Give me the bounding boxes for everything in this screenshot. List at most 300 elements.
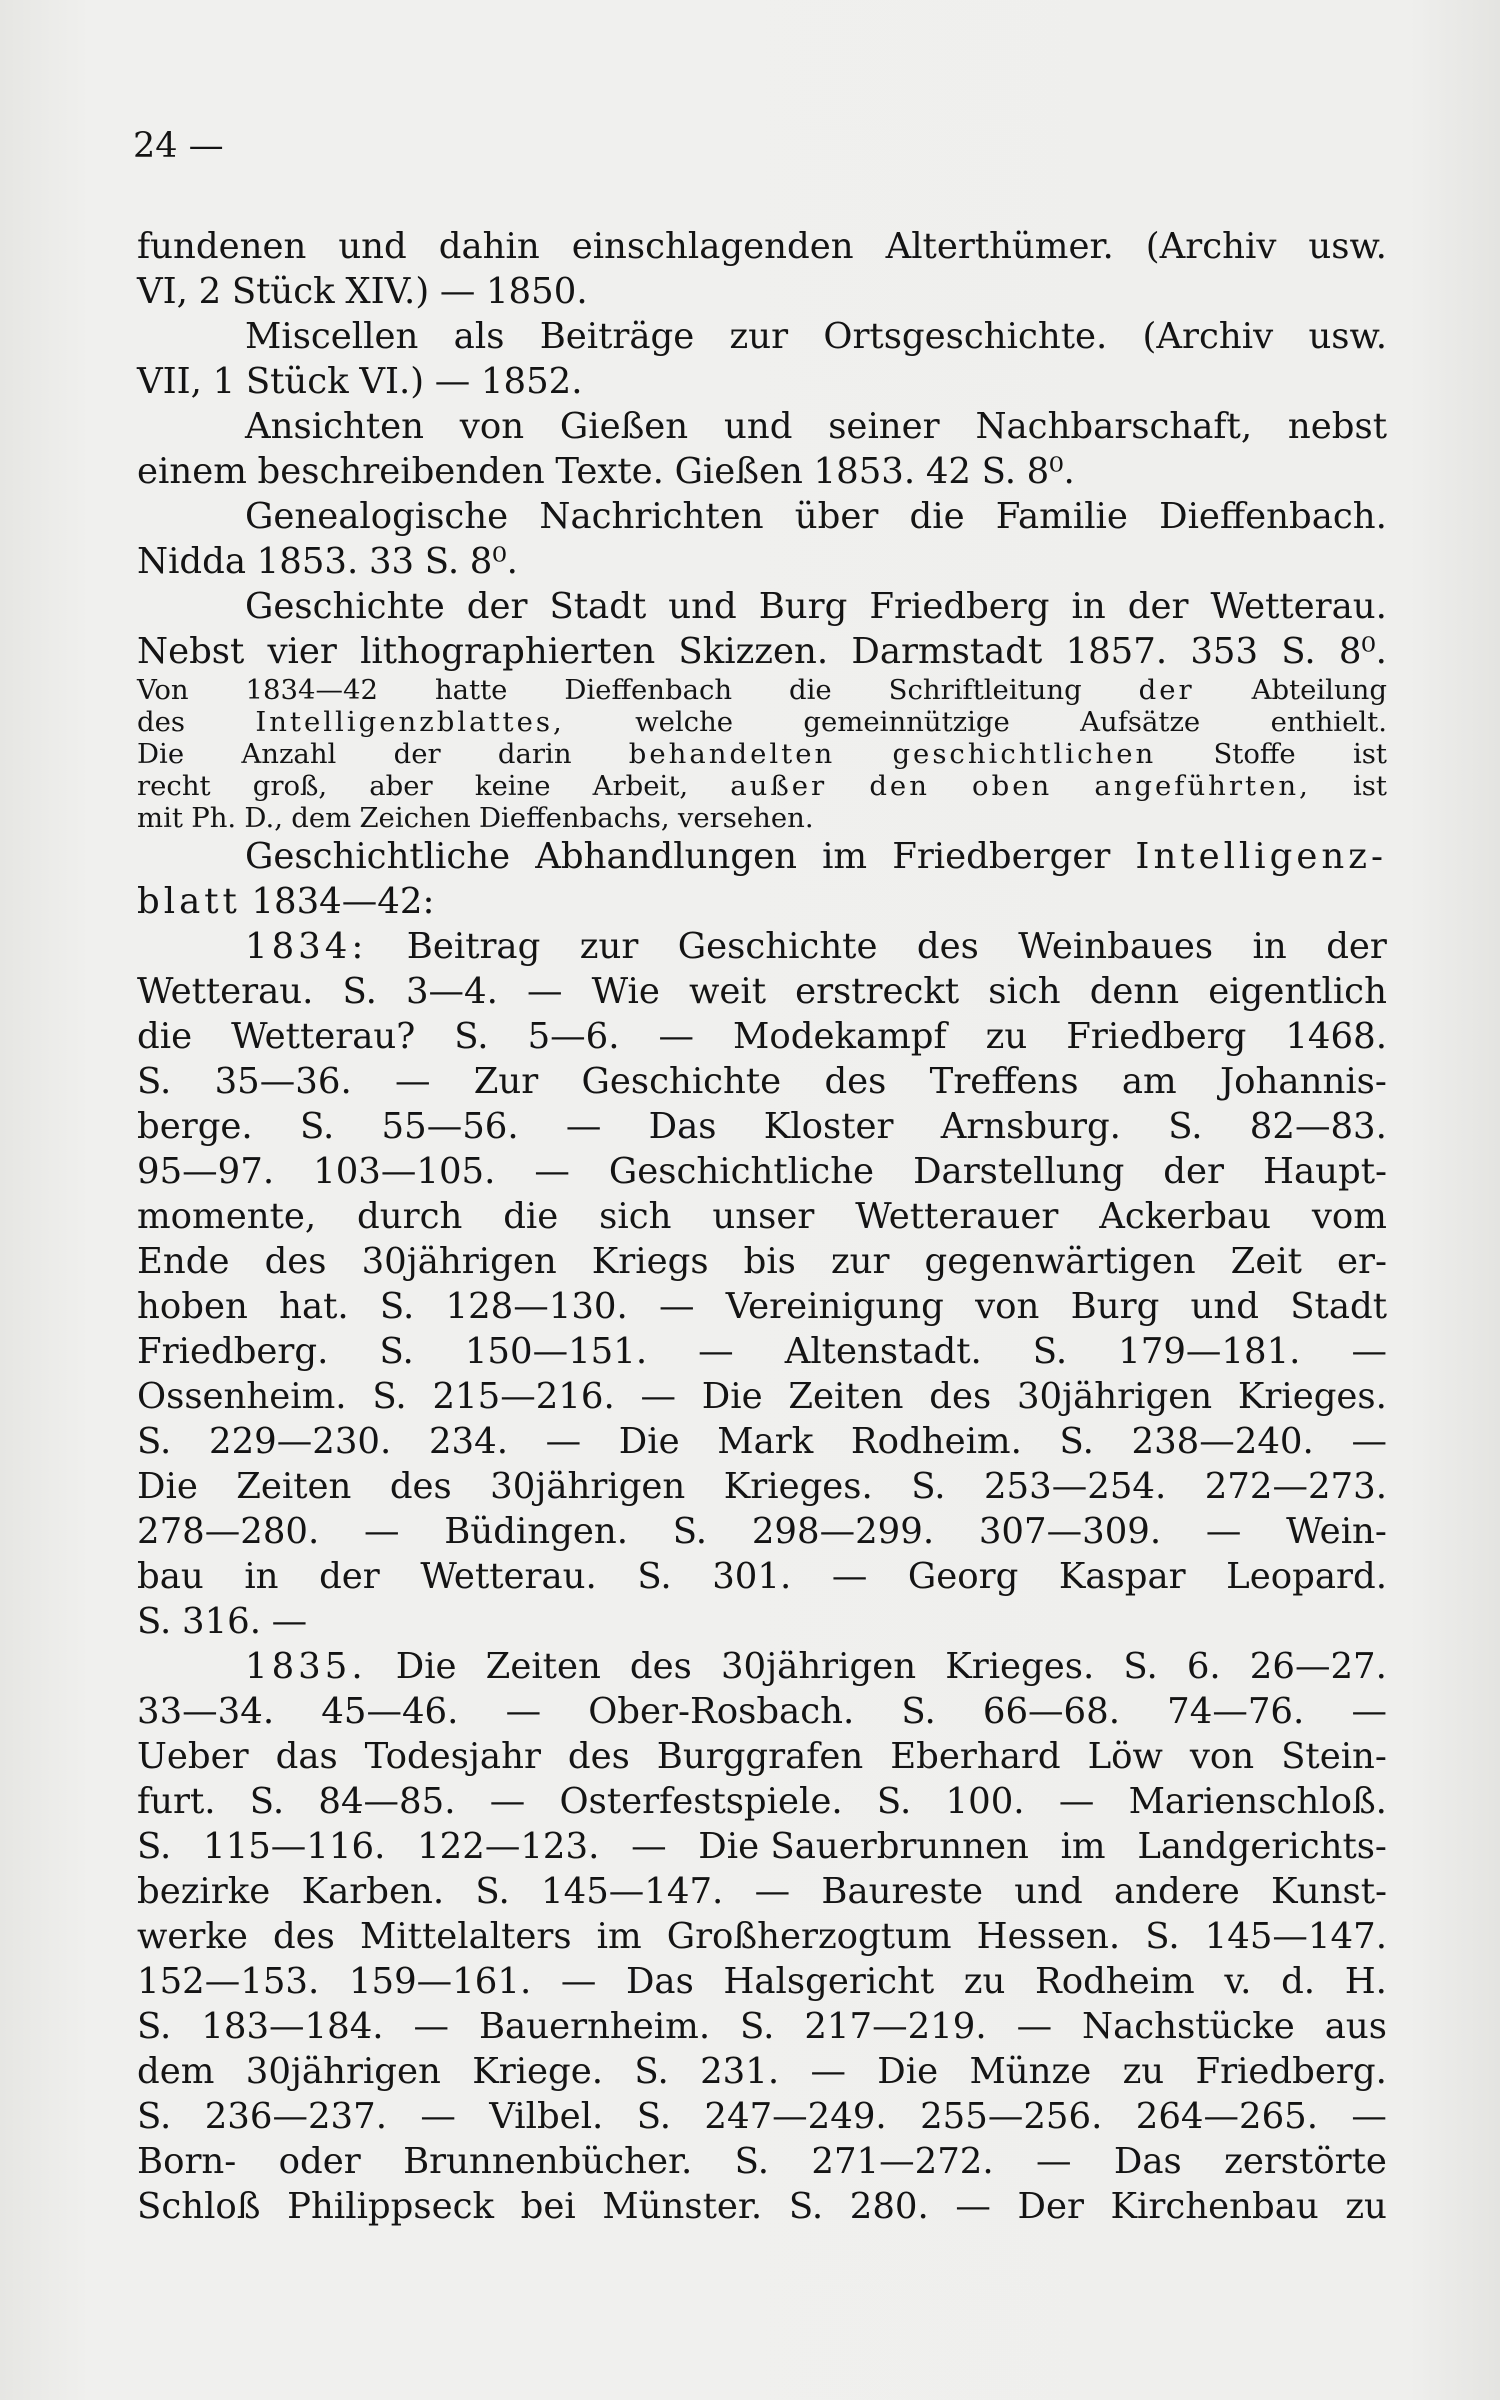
word: 55—56.: [381, 1106, 519, 1147]
word: des: [629, 1646, 692, 1687]
word: Der: [1017, 2186, 1084, 2227]
word: S.: [137, 1421, 172, 1462]
word: —: [659, 1286, 695, 1327]
word: recht: [137, 770, 211, 802]
word: bau: [137, 1556, 204, 1597]
word: —: [394, 1061, 431, 1102]
word: —: [434, 361, 471, 402]
word: VI,: [137, 271, 188, 312]
word: —: [364, 1511, 400, 1552]
word: Friedberger: [892, 836, 1111, 877]
word: 301.: [712, 1556, 792, 1597]
word: 26—27.: [1249, 1646, 1387, 1687]
word: zu: [963, 1961, 1006, 2002]
word: Nachstücke: [1082, 2006, 1295, 2047]
bibliography-entry: [137, 834, 1387, 924]
word: am: [1121, 1061, 1177, 1102]
word: der: [319, 1556, 380, 1597]
word: (Archiv: [1142, 316, 1274, 357]
word: Dieffenbachs,: [478, 802, 670, 834]
word: im: [822, 836, 868, 877]
text-line: [137, 2049, 1387, 2094]
word: groß,: [252, 770, 328, 802]
word: Philippseck: [287, 2186, 494, 2227]
word: 316.: [181, 1601, 262, 1642]
word: Aufsätze: [1080, 706, 1201, 738]
word: dahin: [438, 226, 540, 267]
word: 103—105.: [313, 1151, 496, 1192]
word: Ober-Rosbach.: [588, 1691, 855, 1732]
word: hat.: [279, 1286, 349, 1327]
word: und: [668, 586, 737, 627]
word: —: [271, 1601, 308, 1642]
word: 30jährigen: [490, 1466, 686, 1507]
word: fundenen: [137, 226, 307, 267]
text-line: [137, 738, 1387, 770]
word: momente,: [137, 1196, 317, 1237]
word: 1834—42: [245, 674, 379, 706]
text-line: [137, 924, 1387, 969]
word: Die: [618, 1421, 680, 1462]
word: bei: [520, 2186, 576, 2227]
word: 1834:: [245, 926, 368, 967]
word: 278—280.: [137, 1511, 320, 1552]
word: Die: [395, 1646, 457, 1687]
word: S.: [1145, 1916, 1180, 1957]
word: S.: [379, 1286, 415, 1327]
word: sich: [988, 971, 1061, 1012]
word: aus: [1324, 2006, 1387, 2047]
word: 82—83.: [1249, 1106, 1387, 1147]
word: Halsgericht: [723, 1961, 935, 2002]
word: den: [869, 770, 930, 802]
word: S.: [788, 2186, 824, 2227]
text-line: [137, 674, 1387, 706]
word: 238—240.: [1131, 1421, 1314, 1462]
word: —: [505, 1691, 542, 1732]
text-line: [137, 1014, 1387, 1059]
word: S.: [475, 1871, 510, 1912]
word: Altenstadt.: [784, 1331, 982, 1372]
word: 30jährigen: [720, 1646, 917, 1687]
text-line: [137, 802, 1387, 834]
word: vier: [267, 631, 337, 672]
word: sich: [599, 1196, 672, 1237]
word: Genealogische: [245, 496, 509, 537]
word: im: [596, 1916, 642, 1957]
text-line: [137, 404, 1387, 449]
word: 255—256.: [920, 2096, 1103, 2137]
word: Stadt: [1290, 1286, 1387, 1327]
text-line: [137, 1374, 1387, 1419]
word: Weinbaues: [1018, 926, 1214, 967]
word: des: [824, 1061, 887, 1102]
word: des: [389, 1466, 452, 1507]
word: des: [272, 1916, 335, 1957]
word: —: [1351, 1331, 1387, 1372]
word: S.: [981, 451, 1016, 492]
word: enthielt.: [1270, 706, 1387, 738]
word: Stadt: [549, 586, 647, 627]
word: S.: [740, 2006, 775, 2047]
word: Geschichtliche: [245, 836, 511, 877]
word: 33: [368, 541, 415, 582]
word: —: [810, 2051, 846, 2092]
word: 8⁰.: [469, 541, 518, 582]
word: S.: [911, 1466, 946, 1507]
word: Kunst-: [1271, 1871, 1387, 1912]
word: einem: [137, 451, 247, 492]
word: 35—36.: [214, 1061, 352, 1102]
word: welche: [635, 706, 734, 738]
word: —: [658, 1016, 695, 1057]
word: 30jährigen: [361, 1241, 557, 1282]
word: Darmstadt: [851, 631, 1043, 672]
word: 2: [198, 271, 222, 312]
word: Abteilung: [1251, 674, 1387, 706]
text-line: [137, 1869, 1387, 1914]
text-line: [137, 1554, 1387, 1599]
word: Zeiten: [485, 1646, 601, 1687]
word: S.: [137, 1061, 172, 1102]
word: und: [1014, 1871, 1083, 1912]
word: 30jährigen: [1016, 1376, 1213, 1417]
word: keine: [474, 770, 551, 802]
word: Die: [877, 2051, 939, 2092]
text-line: [137, 969, 1387, 1014]
word: —: [698, 1331, 734, 1372]
word: Wetterauer: [855, 1196, 1059, 1237]
word: S.: [137, 1601, 172, 1642]
word: Ansichten: [245, 406, 424, 447]
word: Friedberg.: [137, 1331, 329, 1372]
word: nebst: [1287, 406, 1387, 447]
word: Vereinigung: [725, 1286, 944, 1327]
word: Das: [1113, 2141, 1182, 2182]
word: S.: [901, 1691, 936, 1732]
word: 1468.: [1285, 1016, 1387, 1057]
word: 8⁰.: [1338, 631, 1387, 672]
word: —: [631, 1826, 667, 1867]
word: 145—147.: [541, 1871, 724, 1912]
word: S.: [137, 2006, 172, 2047]
word: des: [264, 1241, 327, 1282]
word: berge.: [137, 1106, 253, 1147]
word: S.: [636, 2096, 672, 2137]
word: 215—216.: [432, 1376, 615, 1417]
word: Großherzogtum: [666, 1916, 952, 1957]
word: Ackerbau: [1099, 1196, 1271, 1237]
word: —: [527, 971, 563, 1012]
word: Wein-: [1286, 1511, 1387, 1552]
word: hoben: [137, 1286, 248, 1327]
word: zu: [985, 1016, 1028, 1057]
word: Kriegs: [591, 1241, 709, 1282]
word: die: [789, 674, 832, 706]
word: —: [1058, 1781, 1095, 1822]
word: der: [1326, 926, 1387, 967]
word: VI.): [359, 361, 425, 402]
word: Arbeit,: [592, 770, 689, 802]
word: die: [503, 1196, 559, 1237]
word: 179—181.: [1118, 1331, 1301, 1372]
bibliography-entry: [137, 314, 1387, 404]
word: Wetterau.: [137, 971, 314, 1012]
text-line: [137, 1329, 1387, 1374]
word: mit: [137, 802, 183, 834]
word: Ph.: [191, 802, 237, 834]
word: Baureste: [821, 1871, 983, 1912]
word: S.: [1168, 1106, 1203, 1147]
text-line: [137, 1464, 1387, 1509]
text-line: [137, 629, 1387, 674]
word: S.: [137, 2096, 172, 2137]
word: 1834—42:: [251, 881, 435, 922]
word: Texte.: [555, 451, 664, 492]
bibliography-entry: [137, 494, 1387, 584]
word: S.: [299, 1106, 335, 1147]
word: in: [1071, 586, 1106, 627]
word: S.: [637, 1556, 672, 1597]
word: 66—68.: [982, 1691, 1121, 1732]
word: vom: [1311, 1196, 1387, 1237]
word: Mark: [717, 1421, 814, 1462]
word: 272—273.: [1204, 1466, 1387, 1507]
word: in: [244, 1556, 279, 1597]
word: Nebst: [137, 631, 245, 672]
word: und: [1190, 1286, 1259, 1327]
word: (Archiv: [1145, 226, 1277, 267]
word: Dieffenbach.: [1159, 496, 1387, 537]
text-line: [137, 1419, 1387, 1464]
word: die: [909, 496, 965, 537]
word: —: [1016, 2006, 1053, 2047]
word: 271—272.: [811, 2141, 994, 2182]
word: Rodheim: [1034, 1961, 1195, 2002]
word: 33—34.: [137, 1691, 275, 1732]
word: 353: [1190, 631, 1259, 672]
word: Bauernheim.: [478, 2006, 711, 2047]
word: behandelten: [628, 738, 836, 770]
word: Stück: [245, 361, 349, 402]
word: H.: [1344, 1961, 1387, 2002]
word: Karben.: [301, 1871, 445, 1912]
word: zur: [579, 926, 639, 967]
word: 1857.: [1065, 631, 1168, 672]
word: S.: [424, 541, 460, 582]
word: Stein-: [1281, 1736, 1387, 1777]
word: —: [831, 1556, 868, 1597]
word: 247—249.: [704, 2096, 887, 2137]
word: —: [545, 1421, 582, 1462]
word: bis: [743, 1241, 796, 1282]
word: S.: [1123, 1646, 1158, 1687]
word: 5—6.: [527, 1016, 620, 1057]
word: Hessen.: [976, 1916, 1121, 1957]
word: Rodheim.: [850, 1421, 1022, 1462]
text-block: [137, 224, 1387, 2229]
word: —: [1205, 1511, 1242, 1552]
word: usw.: [1308, 226, 1387, 267]
word: —: [640, 1376, 676, 1417]
word: VII,: [137, 361, 202, 402]
word: aber: [369, 770, 433, 802]
word: S.: [372, 1376, 407, 1417]
word: Das: [648, 1106, 717, 1147]
word: Osterfestspiele.: [559, 1781, 843, 1822]
word: Abhandlungen: [535, 836, 797, 877]
word: Büdingen.: [444, 1511, 629, 1552]
text-line: [137, 1689, 1387, 1734]
text-line: [137, 1284, 1387, 1329]
word: —: [955, 2186, 991, 2227]
word: Kirchenbau: [1110, 2186, 1319, 2227]
text-line: [137, 2184, 1387, 2229]
word: 42: [925, 451, 971, 492]
text-line: [137, 539, 1387, 584]
word: die: [137, 1016, 193, 1057]
word: Modekampf: [733, 1016, 947, 1057]
text-line: [137, 1914, 1387, 1959]
word: Ortsgeschichte.: [823, 316, 1108, 357]
word: Wetterau?: [231, 1016, 416, 1057]
word: Nachbarschaft,: [975, 406, 1253, 447]
word: Die: [137, 1466, 198, 1507]
word: Die Sauerbrunnen: [698, 1826, 1029, 1867]
word: Kriege.: [472, 2051, 604, 2092]
word: 159—161.: [348, 1961, 532, 2002]
word: Burg: [758, 586, 848, 627]
text-line: [137, 879, 1387, 924]
word: Münze: [969, 2051, 1092, 2092]
text-line: [137, 1194, 1387, 1239]
word: 1835.: [245, 1646, 367, 1687]
word: Zur: [473, 1061, 539, 1102]
word: Mittelalters: [359, 1916, 572, 1957]
text-line: [137, 1059, 1387, 1104]
word: Schriftleitung: [888, 674, 1082, 706]
word: 307—309.: [978, 1511, 1162, 1552]
word: als: [453, 316, 505, 357]
text-line: [137, 1824, 1387, 1869]
word: 3—4.: [405, 971, 498, 1012]
word: Landgerichts-: [1137, 1826, 1387, 1867]
word: angeführten,: [1094, 770, 1311, 802]
word: —: [1351, 1691, 1387, 1732]
word: Skizzen.: [678, 631, 829, 672]
word: Leopard.: [1226, 1556, 1387, 1597]
word: des: [916, 926, 979, 967]
word: S.: [379, 1331, 414, 1372]
word: versehen.: [677, 802, 814, 834]
word: —: [565, 1106, 602, 1147]
word: Alterthümer.: [885, 226, 1114, 267]
word: 45—46.: [321, 1691, 459, 1732]
word: des: [137, 706, 185, 738]
word: 229—230.: [208, 1421, 392, 1462]
word: 122—123.: [417, 1826, 600, 1867]
word: zu: [1122, 2051, 1165, 2092]
word: Stück: [231, 271, 335, 312]
word: Wetterau.: [420, 1556, 597, 1597]
word: Born-: [137, 2141, 237, 2182]
word: Anzahl: [241, 738, 337, 770]
word: 152—153.: [137, 1961, 320, 2002]
word: bezirke: [137, 1871, 271, 1912]
text-line: [137, 1599, 1387, 1644]
word: 217—219.: [804, 2006, 987, 2047]
word: oder: [278, 2141, 361, 2182]
word: Eberhard: [890, 1736, 1061, 1777]
word: v.: [1224, 1961, 1252, 2002]
word: Marienschloß.: [1128, 1781, 1387, 1822]
word: 100.: [945, 1781, 1025, 1822]
word: 84—85.: [318, 1781, 456, 1822]
text-line: [137, 314, 1387, 359]
word: Münster.: [602, 2186, 763, 2227]
bibliography-entry: [137, 224, 1387, 314]
word: XIV.): [345, 271, 430, 312]
word: Todesjahr: [364, 1736, 541, 1777]
word: dem: [137, 2051, 215, 2092]
text-line: [137, 1104, 1387, 1149]
word: S.: [137, 1826, 172, 1867]
text-line: [137, 1149, 1387, 1194]
text-line: [137, 1734, 1387, 1779]
word: von: [459, 406, 525, 447]
word: und: [723, 406, 793, 447]
word: Krieges.: [945, 1646, 1095, 1687]
word: er-: [1337, 1241, 1387, 1282]
word: Geschichte: [245, 586, 445, 627]
word: —: [413, 2006, 450, 2047]
word: Vilbel.: [489, 2096, 604, 2137]
text-line: [137, 1509, 1387, 1554]
word: d.: [1281, 1961, 1316, 2002]
word: ist: [1352, 770, 1387, 802]
word: hatte: [434, 674, 508, 706]
word: —: [1036, 2141, 1072, 2182]
page-header: 24 —: [133, 126, 224, 166]
word: usw.: [1308, 316, 1387, 357]
word: 1853.: [813, 451, 916, 492]
word: Intelligenz-: [1135, 836, 1387, 877]
word: 253—254.: [983, 1466, 1167, 1507]
word: Krieges.: [1237, 1376, 1387, 1417]
word: S.: [454, 1016, 489, 1057]
word: 6.: [1186, 1646, 1221, 1687]
word: ist: [1352, 738, 1387, 770]
text-line: [137, 2004, 1387, 2049]
word: —: [1351, 2096, 1387, 2137]
word: der: [1127, 586, 1189, 627]
word: 1853.: [256, 541, 359, 582]
word: Stoffe: [1213, 738, 1296, 770]
word: Das: [625, 1961, 694, 2002]
word: Zeiten: [788, 1376, 904, 1417]
word: zu: [1345, 2186, 1387, 2227]
word: beschreibenden: [257, 451, 545, 492]
word: 150—151.: [464, 1331, 648, 1372]
word: zerstörte: [1224, 2141, 1387, 2182]
word: Friedberg.: [1195, 2051, 1387, 2092]
text-line: [137, 2139, 1387, 2184]
word: Nachrichten: [539, 496, 764, 537]
word: darin: [497, 738, 572, 770]
word: eigentlich: [1208, 971, 1387, 1012]
word: Löw: [1087, 1736, 1163, 1777]
word: 1: [212, 361, 236, 402]
